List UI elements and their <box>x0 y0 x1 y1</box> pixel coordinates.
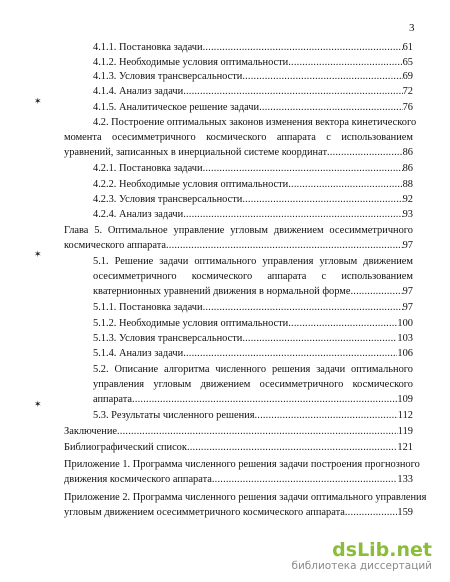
toc-entry-page: 109 <box>397 394 413 405</box>
toc-appendix-2 <box>64 506 413 519</box>
toc-entry-page: 93 <box>402 209 413 220</box>
toc-entry-page: 72 <box>402 86 413 97</box>
toc-entry-page: 121 <box>397 442 413 453</box>
toc-entry-page: 100 <box>397 318 413 329</box>
toc-appendix-1 <box>64 473 413 486</box>
toc-entry-5-1-3 <box>93 332 413 345</box>
scan-mark-icon: ✶ <box>34 96 42 106</box>
toc-entry-title: 4.1.3. Условия трансверсальности <box>93 71 243 82</box>
leader-dots <box>242 70 402 83</box>
watermark-logo: dsLib.net <box>332 539 432 561</box>
leader-dots <box>183 85 402 98</box>
toc-entry-4-2-4 <box>93 208 413 221</box>
leader-dots <box>254 409 397 422</box>
toc-entry-page: 112 <box>397 410 413 421</box>
leader-dots <box>288 178 402 191</box>
toc-entry-title: 4.2.2. Необходимые условия оптимальности <box>93 179 289 190</box>
toc-entry-page: 65 <box>402 57 413 68</box>
toc-entry-page: 97 <box>402 240 413 251</box>
toc-entry-5-1 <box>93 285 413 298</box>
leader-dots <box>259 101 403 114</box>
toc-entry-page: 97 <box>402 302 413 313</box>
toc-entry-page: 106 <box>397 348 413 359</box>
toc-entry-page: 159 <box>397 507 413 518</box>
leader-dots <box>242 193 402 206</box>
toc-entry-page: 61 <box>402 42 413 53</box>
toc-chapter-5-line1: Глава 5. Оптимальное управление угловым движением осесимметричного <box>64 225 413 236</box>
toc-entry-title: уравнений, записанных в инерциальной системе координат <box>64 147 327 158</box>
toc-entry-title: движения космического аппарата <box>64 474 212 485</box>
leader-dots <box>327 146 403 159</box>
toc-entry-title: 4.1.4. Анализ задачи <box>93 86 184 97</box>
toc-bibliography <box>64 441 413 454</box>
leader-dots <box>183 347 397 360</box>
toc-entry-5-1-1 <box>93 301 413 314</box>
leader-dots <box>242 332 397 345</box>
toc-entry-4-2-2 <box>93 178 413 191</box>
toc-entry-4-1-1 <box>93 41 413 54</box>
toc-entry-4-1-3 <box>93 70 413 83</box>
leader-dots <box>288 317 397 330</box>
leader-dots <box>203 162 403 175</box>
toc-entry-page: 92 <box>402 194 413 205</box>
toc-entry-5-1-line2: осесимметричного космического аппарата с использованием <box>93 271 413 282</box>
page-number: 3 <box>409 22 415 34</box>
toc-conclusion <box>64 425 413 438</box>
toc-entry-page: 69 <box>402 71 413 82</box>
toc-entry-title: 5.1.2. Необходимые условия оптимальности <box>93 318 289 329</box>
toc-entry-title: 5.1.3. Условия трансверсальности <box>93 333 243 344</box>
toc-chapter-5 <box>64 239 413 252</box>
toc-entry-page: 103 <box>397 333 413 344</box>
leader-dots <box>345 506 398 519</box>
toc-entry-title: 5.1.1. Постановка задачи <box>93 302 203 313</box>
toc-appendix-1-line1: Приложение 1. Программа численного решения задачи построения прогнозного <box>64 459 420 470</box>
toc-entry-4-2-line1: 4.2. Построение оптимальных законов изменения вектора кинетического <box>93 117 417 128</box>
leader-dots <box>350 285 402 298</box>
toc-entry-title: 4.1.2. Необходимые условия оптимальности <box>93 57 289 68</box>
scan-mark-icon: ✶ <box>34 399 42 409</box>
toc-entry-4-2-3 <box>93 193 413 206</box>
toc-entry-5-2 <box>93 393 413 406</box>
toc-entry-4-2-line2: момента осесимметричного космического аппарата с использованием <box>64 132 413 143</box>
toc-entry-title: 5.1.4. Анализ задачи <box>93 348 184 359</box>
toc-entry-page: 119 <box>397 426 413 437</box>
leader-dots <box>288 56 402 69</box>
toc-entry-page: 76 <box>402 102 413 113</box>
leader-dots <box>187 441 397 454</box>
leader-dots <box>212 473 398 486</box>
scan-mark-icon: ✶ <box>34 249 42 259</box>
dslib-watermark <box>291 540 432 572</box>
toc-entry-page: 86 <box>402 147 413 158</box>
leader-dots <box>203 301 403 314</box>
toc-entry-5-1-2 <box>93 317 413 330</box>
leader-dots <box>117 425 398 438</box>
toc-entry-title: 4.2.4. Анализ задачи <box>93 209 184 220</box>
toc-entry-5-2-line2: управления угловым движением осесимметричного космического <box>93 379 413 390</box>
toc-entry-title: угловым движением осесимметричного космического аппарата <box>64 507 345 518</box>
toc-entry-title: Библиографический список <box>64 442 187 453</box>
toc-entry-title: 5.3. Результаты численного решения <box>93 410 255 421</box>
toc-entry-4-1-5 <box>93 101 413 114</box>
toc-entry-title: 4.2.1. Постановка задачи <box>93 163 203 174</box>
toc-entry-4-2 <box>64 146 413 159</box>
toc-entry-page: 88 <box>402 179 413 190</box>
toc-entry-page: 97 <box>402 286 413 297</box>
toc-entry-4-1-2 <box>93 56 413 69</box>
toc-entry-5-1-line1: 5.1. Решение задачи оптимального управления угловым движением <box>93 256 413 267</box>
toc-entry-5-2-line1: 5.2. Описание алгоритма численного решения задачи оптимального <box>93 364 413 375</box>
toc-appendix-2-line1: Приложение 2. Программа численного решения задачи оптимального управления <box>64 492 427 503</box>
leader-dots <box>203 41 403 54</box>
toc-entry-title: 4.1.5. Аналитическое решение задачи <box>93 102 260 113</box>
toc-entry-title: 4.1.1. Постановка задачи <box>93 42 203 53</box>
toc-entry-5-3 <box>93 409 413 422</box>
toc-entry-5-1-4 <box>93 347 413 360</box>
toc-entry-title: космического аппарата <box>64 240 166 251</box>
toc-entry-title: 4.2.3. Условия трансверсальности <box>93 194 243 205</box>
watermark-subtitle: библиотека диссертаций <box>291 560 432 572</box>
toc-entry-4-1-4 <box>93 85 413 98</box>
leader-dots <box>166 239 403 252</box>
toc-entry-4-2-1 <box>93 162 413 175</box>
leader-dots <box>132 393 397 406</box>
leader-dots <box>183 208 402 221</box>
toc-entry-page: 86 <box>402 163 413 174</box>
toc-entry-page: 133 <box>397 474 413 485</box>
toc-entry-title: Заключение <box>64 426 117 437</box>
toc-entry-title: кватернионных уравнений движения в нормальной форме <box>93 286 351 297</box>
toc-entry-title: аппарата <box>93 394 133 405</box>
